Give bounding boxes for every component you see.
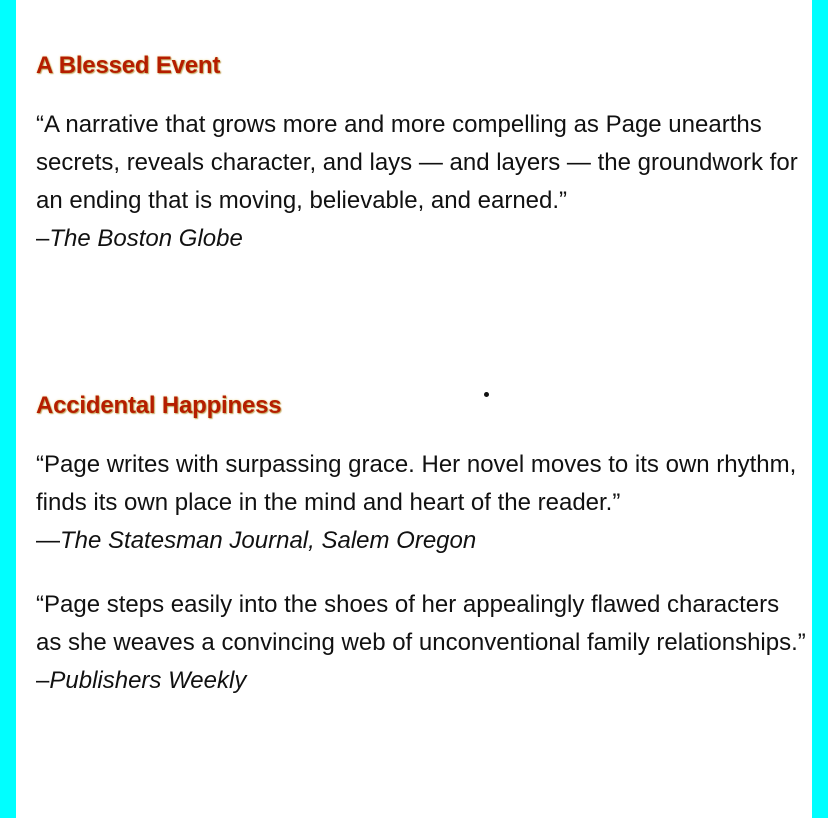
review-source [36,662,806,700]
source-name: The Statesman Journal, Salem Oregon [60,527,477,554]
review-quote: “Page writes with surpassing grace. Her novel moves to its own rhythm, finds its own place in the mind and heart of the reader.” [36,451,797,516]
book-title: Accidental Happiness [36,392,282,419]
review-source [36,220,806,258]
section-accidental-happiness [36,392,806,700]
content-page [16,0,812,818]
source-name: The Boston Globe [49,225,243,252]
review-source [36,522,806,560]
review-quote: “A narrative that grows more and more compelling as Page unearths secrets, reveals character, and lays — and layers — the groundwork for an ending that is moving, believable, and earned.” [36,111,798,214]
book-title: A Blessed Event [36,52,221,79]
source-prefix: – [36,667,50,694]
section-a-blessed-event [36,52,806,258]
review-quote: “Page steps easily into the shoes of her appealingly flawed characters as she weaves a convincing web of unconventional family relationships.” [36,591,806,656]
source-prefix: — [36,527,60,554]
source-name: Publishers Weekly [49,667,247,694]
source-prefix: – [36,225,50,252]
